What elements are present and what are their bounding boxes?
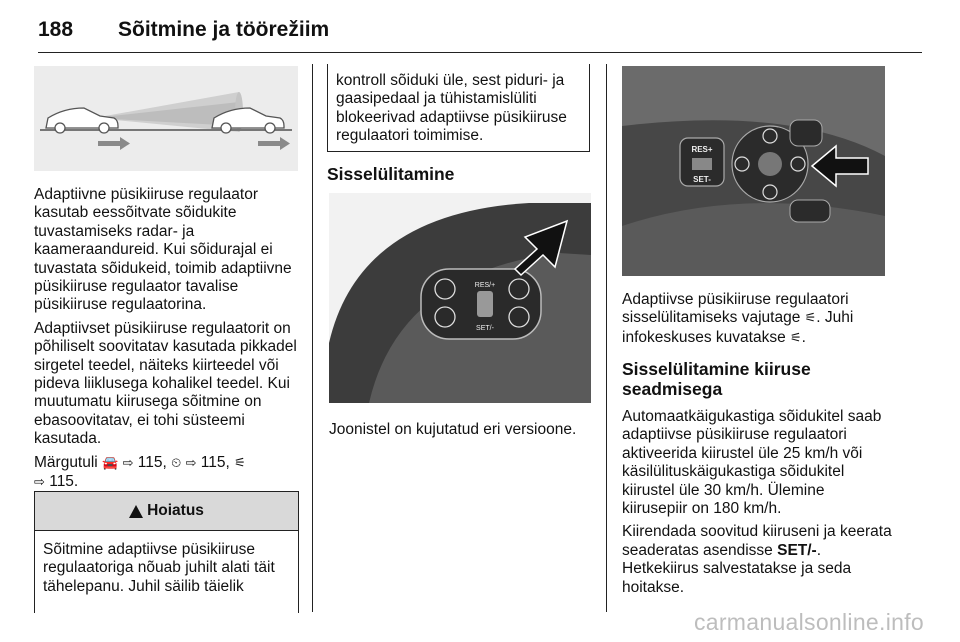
- svg-text:RES+: RES+: [691, 145, 713, 154]
- warning-icon: [129, 505, 143, 518]
- page-number: 188: [38, 18, 74, 41]
- steering-wheel-illustration: [329, 193, 591, 403]
- svg-text:SET-: SET-: [693, 175, 711, 184]
- page-ref-icon: ⇨: [122, 455, 134, 471]
- adaptive-cruise-icon: ⚟: [804, 311, 817, 327]
- column-3-text: [622, 291, 892, 353]
- section-heading: Sisselülitamine kiiruse seadmisega: [622, 359, 811, 399]
- car-front-icon: 🚘: [102, 455, 119, 471]
- page-ref-icon: ⇨: [34, 475, 45, 491]
- warning-title: Hoiatus: [35, 492, 298, 531]
- page-ref-icon: ⇨: [185, 455, 197, 471]
- paragraph: Kiirendada soovitud kiiruseni ja keerata seaderatas asendisse SET/-. Hetkekiirus salvestatakse ja seda hoitakse.: [622, 523, 892, 596]
- paragraph: Adaptiivse püsikiiruse regulaatori sisselülitamiseks vajutage ⚟. Juhi infokeskuses kuvatakse ⚟.: [622, 291, 854, 346]
- warning-text: Sõitmine adaptiivse püsikiiruse regulaatoriga nõuab juhilt alati täit tähelepanu. Juhil säilib täielik: [43, 541, 275, 595]
- paragraph: Adaptiivne püsikiiruse regulaator kasutab eessõitvate sõidukite tuvastamiseks radar- ja kaameraandureid. Kui sõidurajal ei tuvastata sõidukeid, toimib adaptiivne püsikiiruse regulaator tavalise püsikiiruse regulaatorina.: [34, 186, 292, 314]
- res-label: RES/+: [474, 282, 496, 289]
- column-3-text: [622, 408, 892, 602]
- thumb-wheel: [477, 291, 493, 317]
- chapter-title: Sõitmine ja töörežiim: [118, 18, 330, 41]
- adaptive-cruise-icon: ⚟: [790, 330, 802, 346]
- paragraph: Adaptiivset püsikiiruse regulaatorit on põhiliselt soovitatav kasutada pikkadel sirgetel teedel, näiteks kiirteedel või pideva liiklusega kohalikel teedel. Kui muutumatu kiirusega sõitmine on ebasoovitatav, ei tohi süsteemi kasutada.: [34, 319, 297, 448]
- adaptive-cruise-icon: ⚟: [234, 455, 246, 471]
- warning-box: [34, 491, 299, 613]
- page-header: [38, 12, 922, 53]
- cruise-control-icon: ⏲: [171, 455, 182, 471]
- column-1-text: [34, 186, 300, 498]
- column-divider: [312, 64, 313, 612]
- radar-illustration: [34, 66, 298, 171]
- steering-wheel-illustration: [622, 66, 885, 276]
- bold-term: SET/-: [777, 541, 817, 559]
- figure-caption: Joonistel on kujutatud eri versioone.: [329, 421, 577, 438]
- watermark: carmanualsonline.info: [693, 609, 924, 635]
- set-label: SET/-: [476, 325, 494, 332]
- section-heading: Sisselülitamine: [327, 164, 455, 184]
- column-divider: [606, 64, 607, 612]
- warning-box-continued: kontroll sõiduki üle, sest piduri- ja gaasipedaal ja tühistamislüliti blokeerivad adaptiivse püsikiiruse regulaatori toimimise.: [327, 64, 590, 152]
- indicator-reference: Märgutuli 🚘 ⇨ 115, ⏲ ⇨ 115, ⚟ ⇨ 115.: [34, 453, 246, 491]
- paragraph: Automaatkäigukastiga sõidukitel saab adaptiivse püsikiiruse regulaatori aktiveerida kiirustel üle 25 km/h või käsilülituskäigukastiga sõidukitel kiirustel üle 30 km/h. Ülemine kiirusepiir on 180 km/h.: [622, 408, 882, 518]
